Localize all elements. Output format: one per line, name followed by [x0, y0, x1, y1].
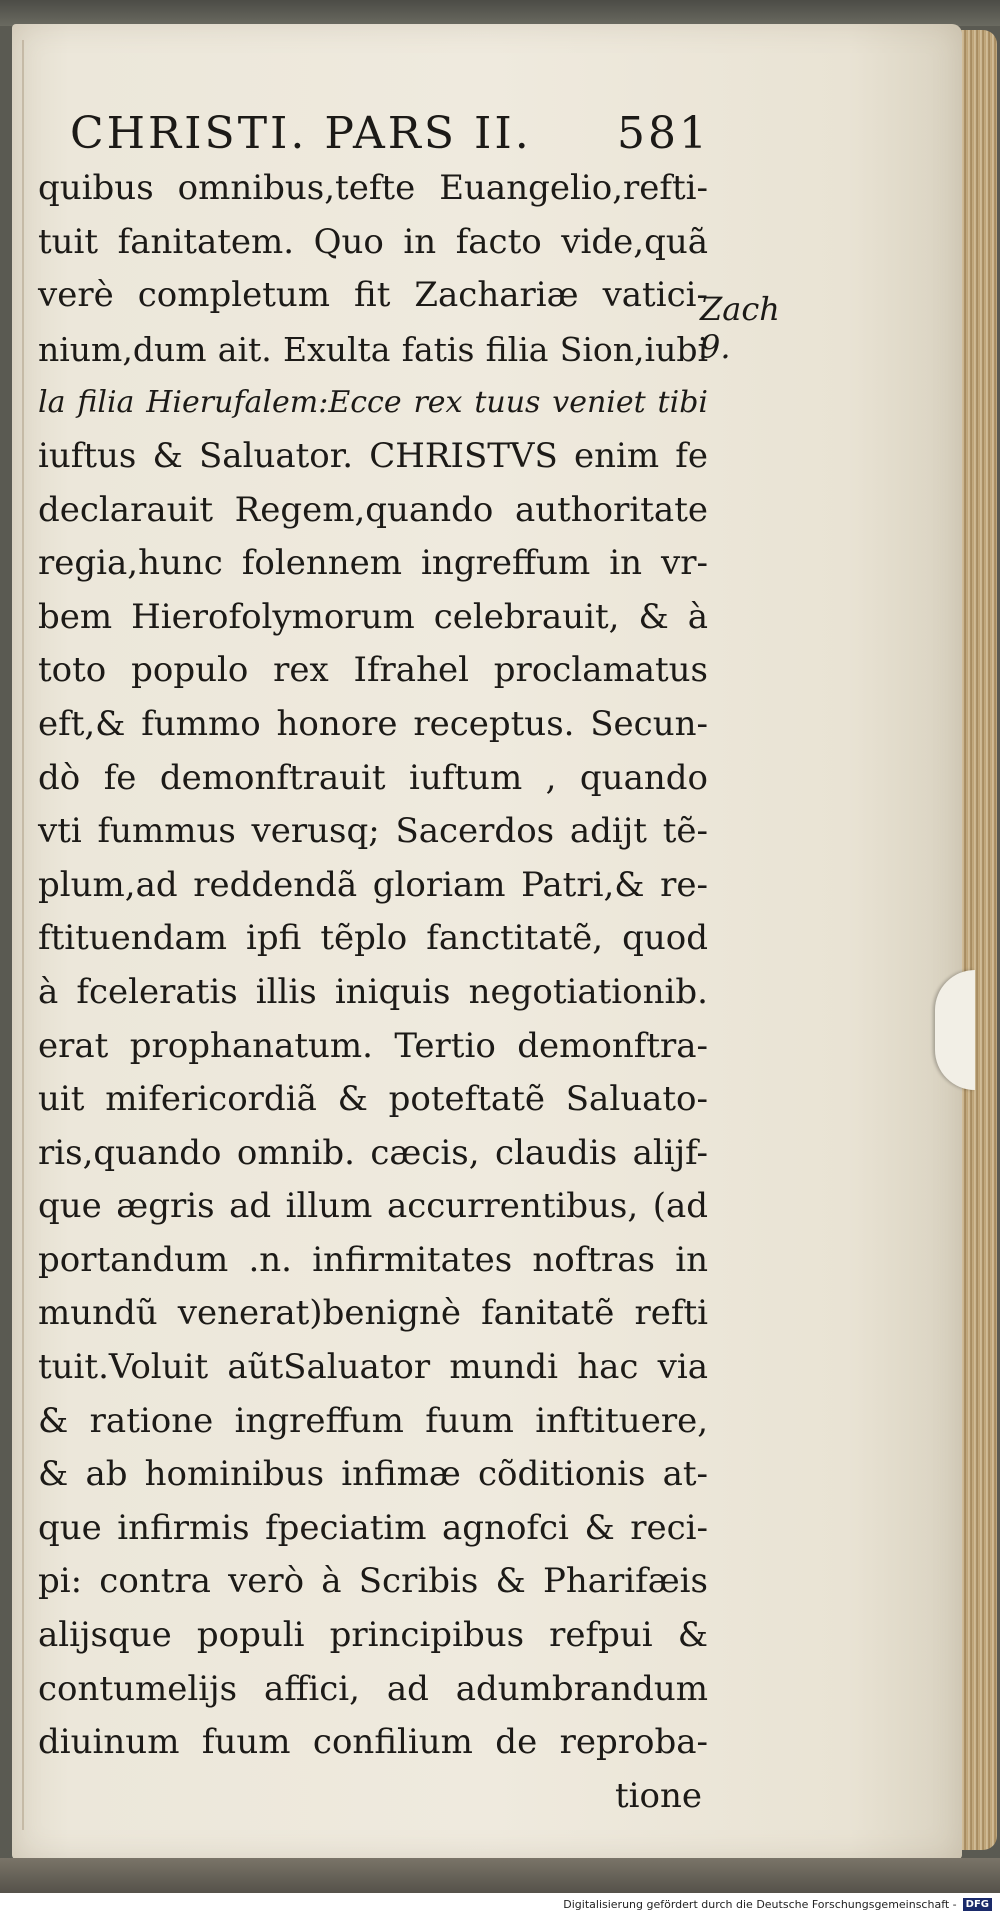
text-line: & ab hominibus infimæ cõditionis at- [38, 1454, 708, 1495]
text-line: que ægris ad illum accurrentibus, (ad [38, 1186, 708, 1227]
text-line: à fceleratis illis iniquis negotiationib. [38, 971, 708, 1012]
digitization-footer [0, 1893, 1000, 1915]
text-line: portandum .n. infirmitates noftras in [38, 1239, 708, 1280]
text-line: ris,quando omnib. cæcis, claudis alijf- [38, 1132, 708, 1173]
catchword: tione [614, 1775, 702, 1816]
text-line: quibus omnibus,tefte Euangelio,refti- [38, 168, 708, 208]
text-line: & ratione ingreffum fuum inftituere, [38, 1400, 708, 1441]
text-line: plum,ad reddendã gloriam Patri,& re- [38, 864, 708, 905]
text-line: dò fe demonftrauit iuftum , quando [38, 757, 708, 798]
text-line: diuinum fuum confilium de reproba- [38, 1722, 708, 1763]
text-line: nium,dum ait. Exulta fatis filia Sion,iubi [38, 329, 708, 369]
text-line: tuit.Voluit aũtSaluator mundi hac via [38, 1347, 708, 1388]
dfg-logo: DFG [963, 1898, 992, 1911]
text-line: ftituendam ipfi tẽplo fanctitatẽ, quod [38, 918, 708, 959]
body-text [38, 162, 708, 1823]
scan-background-bottom [0, 1858, 1000, 1893]
digitization-note: Digitalisierung gefördert durch die Deutsche Forschungsgemeinschaft - [563, 1897, 957, 1911]
text-line: vti fummus verusq; Sacerdos adijt tẽ- [38, 811, 708, 852]
gutter-shadow [22, 40, 24, 1830]
text-line: verè completum fit Zachariæ vatici- [38, 275, 708, 316]
text-line: eft,& fummo honore receptus. Secun- [38, 703, 708, 744]
text-line: regia,hunc folennem ingreffum in vr- [38, 543, 708, 584]
text-line: declarauit Regem,quando authoritate [38, 489, 708, 530]
text-line: tuit fanitatem. Quo in facto vide,quã [38, 221, 708, 262]
running-title: CHRISTI. PARS II. [70, 108, 532, 159]
marginal-note: Zach 9. [700, 290, 780, 366]
scan-background-top [0, 0, 1000, 26]
text-line: erat prophanatum. Tertio demonftra- [38, 1025, 708, 1066]
text-line: iuftus & Saluator. CHRISTVS enim fe [38, 435, 708, 476]
page-tab-marker [935, 970, 975, 1090]
text-line: alijsque populi principibus refpui & [38, 1615, 708, 1656]
text-line: bem Hierofolymorum celebrauit, & à [38, 596, 708, 637]
text-line: contumelijs affici, ad adumbrandum [38, 1668, 708, 1709]
text-line: mundũ venerat)benignè fanitatẽ refti [38, 1293, 708, 1334]
text-line: pi: contra verò à Scribis & Pharifæis [38, 1561, 708, 1602]
text-line: la filia Hierufalem:Ecce rex tuus veniet tibi [38, 385, 708, 421]
page-number: 581 [617, 108, 710, 159]
text-line: toto populo rex Ifrahel proclamatus [38, 650, 708, 691]
text-line: uit mifericordiã & poteftatẽ Saluato- [38, 1079, 708, 1120]
text-line: que infirmis fpeciatim agnofci & reci- [38, 1507, 708, 1548]
page-header [70, 108, 710, 168]
